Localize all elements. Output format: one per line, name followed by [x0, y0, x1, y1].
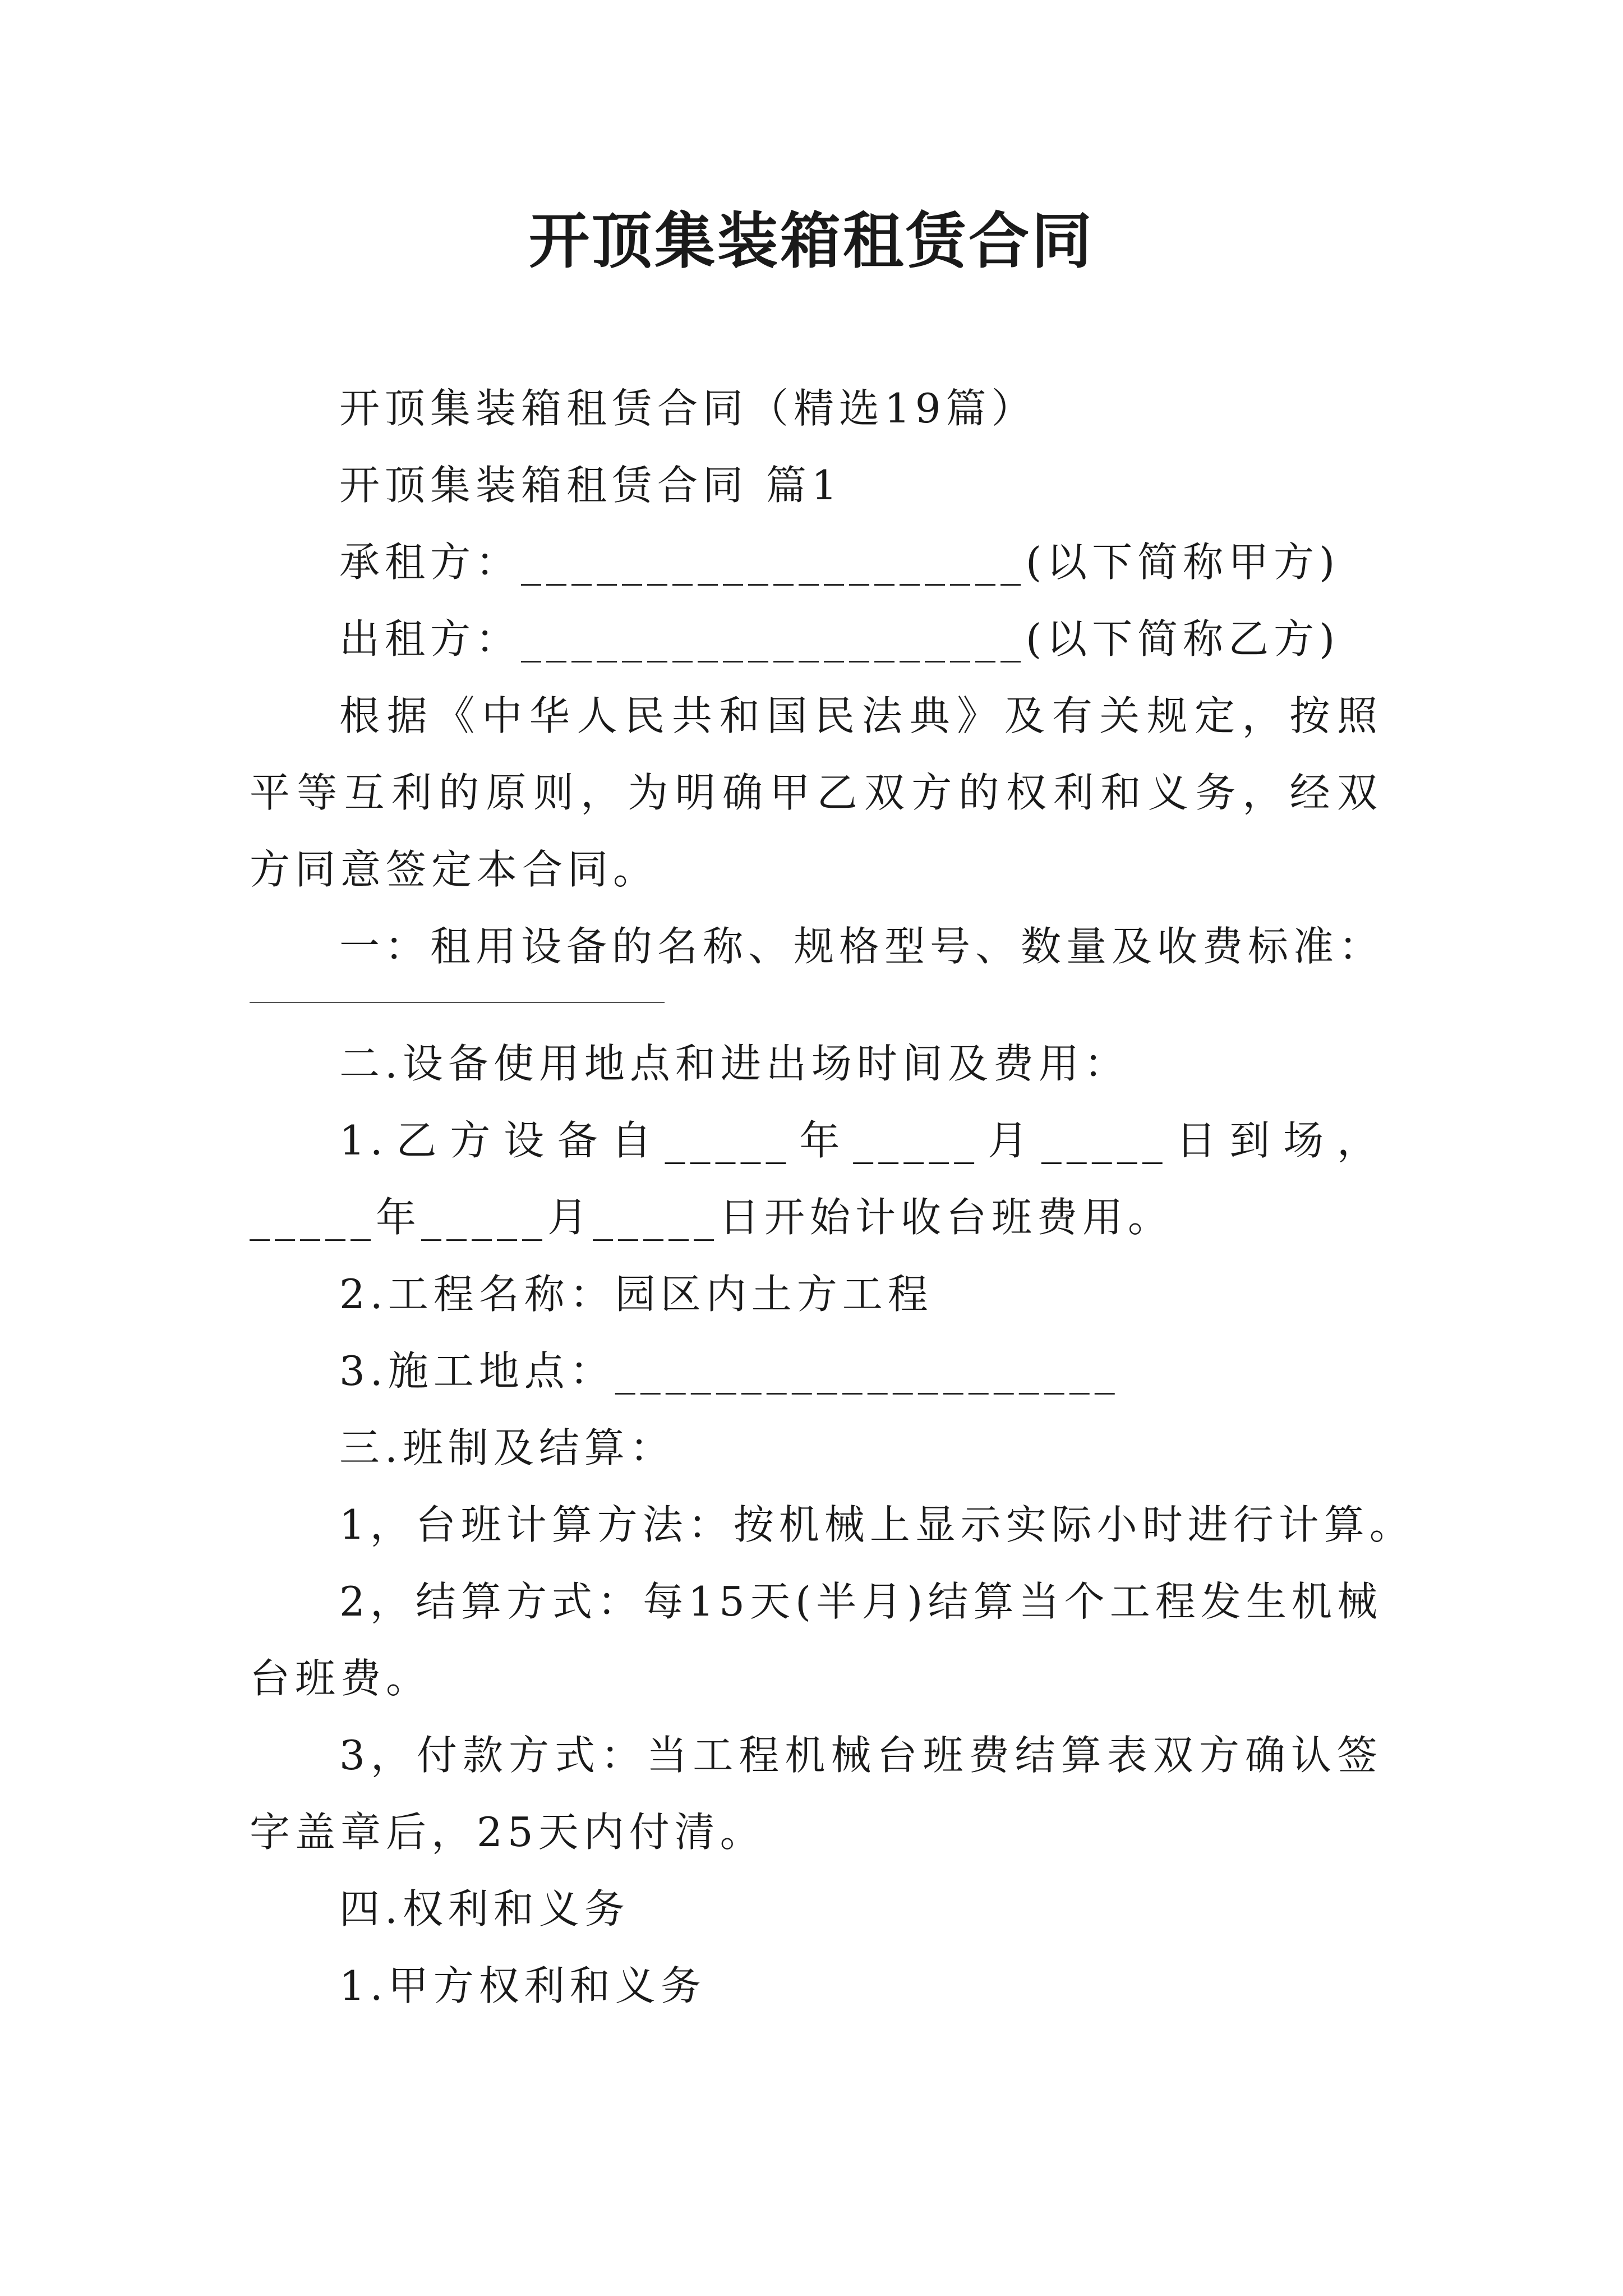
- section-4-heading: 四.权利和义务: [339, 1885, 630, 1932]
- subtitle-line: 开顶集装箱租赁合同（精选19篇）: [339, 385, 1037, 432]
- section-2-item-1: 1.乙方设备自_____年_____月_____日到场，_____年_____月_____日开始计收台班费用。: [250, 1117, 1382, 1241]
- preamble-paragraph: 根据《中华人民共和国民法典》及有关规定，按照平等互利的原则，为明确甲乙双方的权利和义务，经双方同意签定本合同。: [250, 692, 1382, 893]
- lessee-line: 承租方：____________________(以下简称甲方): [339, 539, 1340, 586]
- section-3-item-1: 1，台班计算方法：按机械上显示实际小时进行计算。: [339, 1501, 1415, 1548]
- blank-fill-rule: [250, 1002, 665, 1003]
- section-2-item-3: 3.施工地点：____________________: [339, 1347, 1120, 1395]
- chapter-heading: 开顶集装箱租赁合同 篇1: [339, 462, 842, 509]
- section-1-heading: 一：租用设备的名称、规格型号、数量及收费标准：: [339, 923, 1385, 970]
- lessor-line: 出租方：____________________(以下简称乙方): [339, 615, 1340, 662]
- section-4-item-1: 1.甲方权利和义务: [339, 1962, 706, 2009]
- section-2-heading: 二.设备使用地点和进出场时间及费用：: [339, 1040, 1129, 1087]
- document-title: 开顶集装箱租赁合同: [528, 206, 1094, 277]
- section-3-item-2: 2，结算方式：每15天(半月)结算当个工程发生机械台班费。: [250, 1578, 1382, 1702]
- section-3-item-3: 3，付款方式：当工程机械台班费结算表双方确认签字盖章后，25天内付清。: [250, 1732, 1382, 1856]
- document-body: [250, 370, 1415, 2024]
- section-3-heading: 三.班制及结算：: [339, 1424, 675, 1471]
- section-2-item-2: 2.工程名称：园区内土方工程: [339, 1271, 933, 1318]
